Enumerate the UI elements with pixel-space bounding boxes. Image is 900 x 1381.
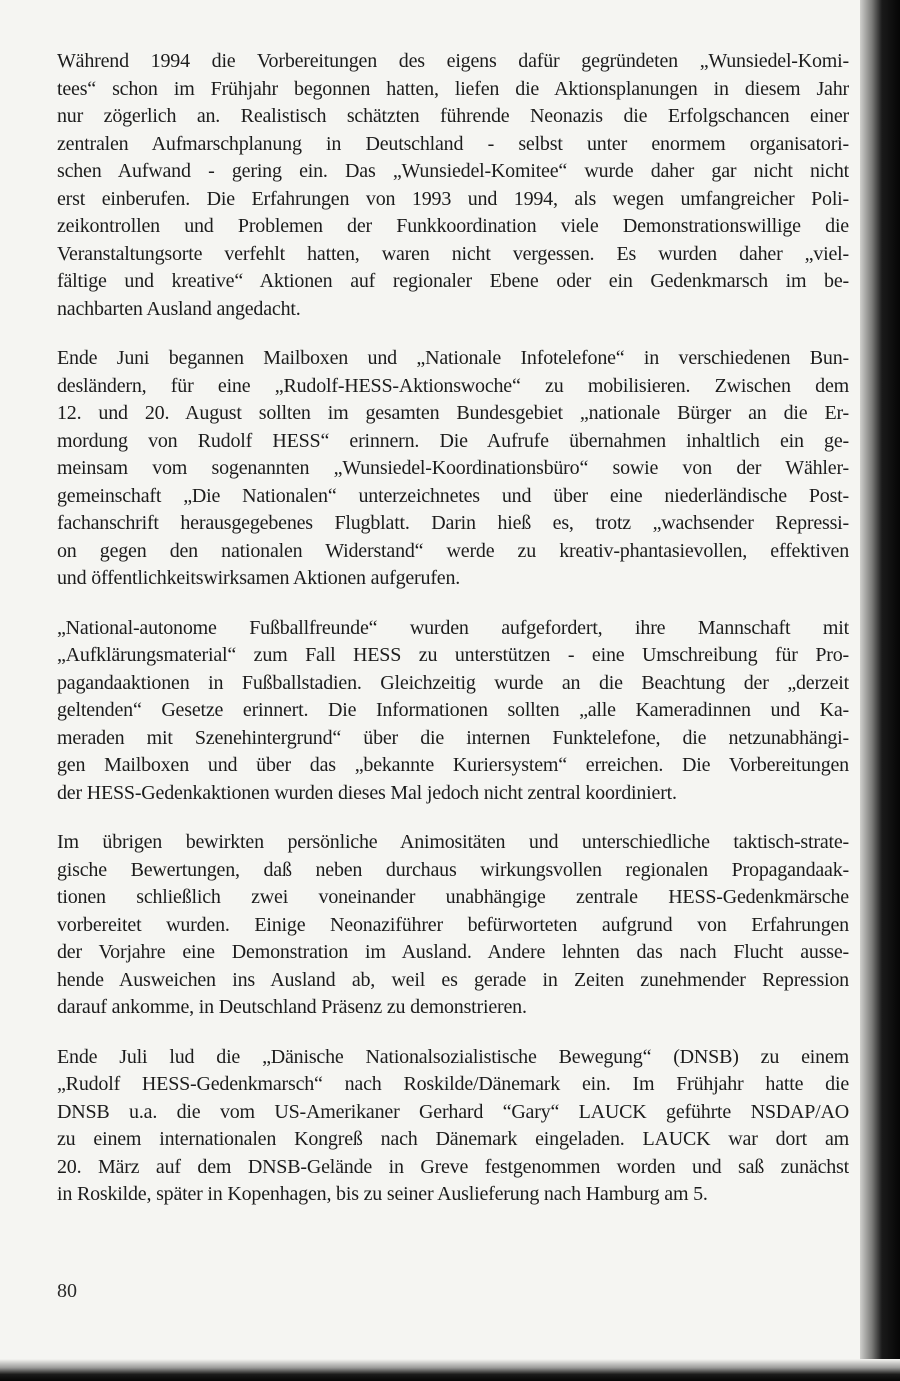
text-line: geltenden“ Gesetze erinnert. Die Informationen sollten „alle Kameradinnen und Ka-: [57, 699, 849, 721]
text-line: und öffentlichkeitswirksamen Aktionen aufgerufen.: [57, 567, 461, 589]
text-line: erst einberufen. Die Erfahrungen von 1993 und 1994, als wegen umfangreicher Poli-: [57, 187, 849, 210]
text-line: meinsam vom sogenannten „Wunsiedel-Koordinationsbüro“ sowie von der Wähler-: [57, 457, 849, 479]
text-line: zeikontrollen und Problemen der Funkkoordination viele Demonstrationswillige die: [57, 215, 849, 237]
text-line: nachbarten Ausland angedacht.: [57, 297, 301, 320]
text-line: meraden mit Szenehintergrund“ über die internen Funktelefone, die netzunabhängi-: [57, 726, 849, 749]
text-line: der HESS-Gedenkaktionen wurden dieses Mal jedoch nicht zentral koordiniert.: [57, 781, 677, 804]
text-line: 20. März auf dem DNSB-Gelände in Greve festgenommen worden und saß zunächst: [57, 1155, 849, 1178]
text-line: Veranstaltungsorte verfehlt hatten, waren nicht vergessen. Es wurden daher „viel-: [57, 242, 849, 265]
text-line: 12. und 20. August sollten im gesamten Bundesgebiet „nationale Bürger an die Er-: [57, 402, 849, 424]
body-text: [57, 48, 849, 1231]
text-line: DNSB u.a. die vom US-Amerikaner Gerhard “Gary“ LAUCK geführte NSDAP/AO: [57, 1100, 849, 1123]
text-line: „Rudolf HESS-Gedenkmarsch“ nach Roskilde/Dänemark ein. Im Frühjahr hatte die: [57, 1073, 849, 1095]
text-line: fältige und kreative“ Aktionen auf regionaler Ebene oder ein Gedenkmarsch im be-: [57, 270, 849, 292]
text-line: schen Aufwand - gering ein. Das „Wunsiedel-Komitee“ wurde daher gar nicht nicht: [57, 160, 849, 182]
page-number: 80: [57, 1280, 77, 1302]
text-line: desländern, für eine „Rudolf-HESS-Aktionswoche“ zu mobilisieren. Zwischen dem: [57, 374, 849, 397]
text-line: „National-autonome Fußballfreunde“ wurden aufgefordert, ihre Mannschaft mit: [57, 616, 849, 639]
text-line: Im übrigen bewirkten persönliche Animositäten und unterschiedliche taktisch-strate-: [57, 831, 849, 853]
text-line: zu einem internationalen Kongreß nach Dänemark eingeladen. LAUCK war dort am: [57, 1128, 849, 1150]
text-line: gemeinschaft „Die Nationalen“ unterzeichnetes und über eine niederländische Post-: [57, 484, 849, 507]
text-line: hende Ausweichen ins Ausland ab, weil es gerade in Zeiten zunehmender Repression: [57, 968, 849, 991]
text-line: Ende Juni begannen Mailboxen und „Nationale Infotelefone“ in verschiedenen Bun-: [57, 347, 849, 369]
text-line: Während 1994 die Vorbereitungen des eigens dafür gegründeten „Wunsiedel-Komi-: [57, 50, 849, 72]
text-line: on gegen den nationalen Widerstand“ werde zu kreativ-phantasievollen, effektiven: [57, 539, 849, 562]
text-line: der Vorjahre eine Demonstration im Ausland. Andere lehnten das nach Flucht ausse-: [57, 941, 849, 963]
text-line: darauf ankomme, in Deutschland Präsenz zu demonstrieren.: [57, 996, 527, 1018]
text-line: zentralen Aufmarschplanung in Deutschland - selbst unter enormem organisatori-: [57, 132, 849, 155]
text-line: pagandaaktionen in Fußballstadien. Gleichzeitig wurde an die Beachtung der „derzeit: [57, 671, 849, 694]
text-line: „Aufklärungsmaterial“ zum Fall HESS zu unterstützen - eine Umschreibung für Pro-: [57, 644, 849, 666]
text-line: tionen schließlich zwei voneinander unabhängige zentrale HESS-Gedenkmärsche: [57, 886, 849, 908]
text-line: nur zögerlich an. Realistisch schätzten führende Neonazis die Erfolgschancen einer: [57, 105, 849, 127]
paragraph-3: [57, 615, 849, 808]
text-line: gische Bewertungen, daß neben durchaus wirkungsvollen regionalen Propagandaak-: [57, 858, 849, 881]
text-line: vorbereitet wurden. Einige Neonaziführer befürworteten aufgrund von Erfahrungen: [57, 913, 849, 936]
page-bottom-edge: [0, 1359, 900, 1381]
paragraph-1: [57, 48, 849, 323]
paragraph-2: [57, 345, 849, 593]
text-line: gen Mailboxen und über das „bekannte Kuriersystem“ erreichen. Die Vorbereitungen: [57, 754, 849, 776]
text-line: tees“ schon im Frühjahr begonnen hatten, liefen die Aktionsplanungen in diesem Jahr: [57, 77, 849, 100]
paragraph-4: [57, 829, 849, 1022]
book-binding-shadow: [860, 0, 900, 1381]
text-line: Ende Juli lud die „Dänische Nationalsozialistische Bewegung“ (DNSB) zu einem: [57, 1045, 849, 1068]
text-line: mordung von Rudolf HESS“ erinnern. Die Aufrufe übernahmen inhaltlich ein ge-: [57, 429, 849, 452]
text-line: in Roskilde, später in Kopenhagen, bis zu seiner Auslieferung nach Hamburg am 5.: [57, 1183, 708, 1205]
text-line: fachanschrift herausgegebenes Flugblatt. Darin hieß es, trotz „wachsender Repressi-: [57, 512, 849, 534]
paragraph-5: [57, 1044, 849, 1209]
